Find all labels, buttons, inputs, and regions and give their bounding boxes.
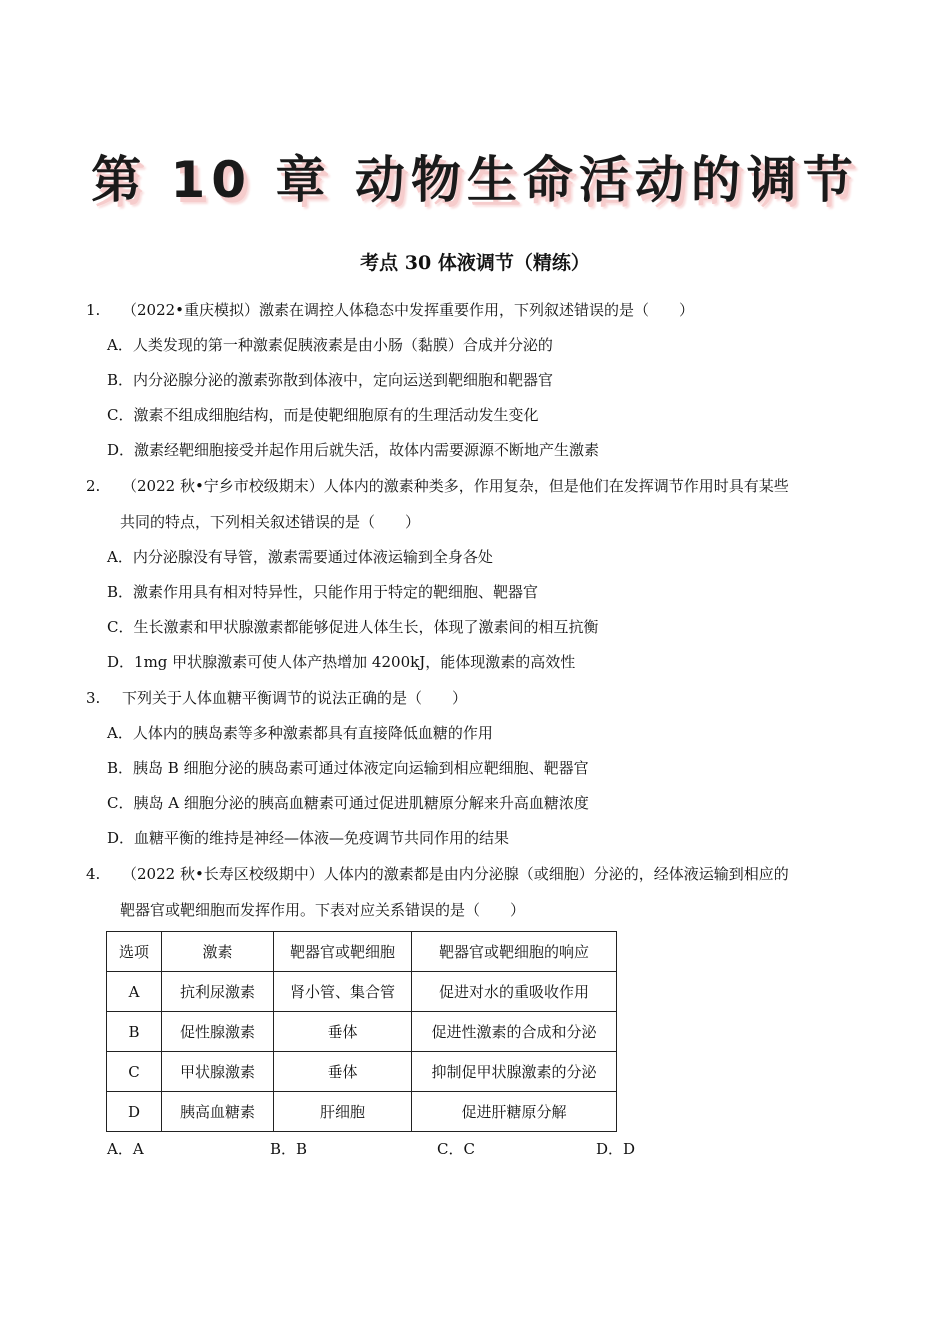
question-3-number: 3. bbox=[86, 689, 101, 707]
question-2-stem-continued: 共同的特点，下列相关叙述错误的是（ ） bbox=[120, 513, 421, 531]
table-cell: 肾小管、集合管 bbox=[274, 972, 412, 1012]
question-2-option-d: D．1mg 甲状腺激素可使人体产热增加 4200kJ，能体现激素的高效性 bbox=[107, 653, 576, 671]
table-cell: 促进对水的重吸收作用 bbox=[412, 972, 617, 1012]
hormone-table bbox=[106, 931, 617, 1132]
table-cell: 促进肝糖原分解 bbox=[412, 1092, 617, 1132]
section-title: 考点 30 体液调节（精练） bbox=[360, 252, 590, 274]
question-4-option-b: B．B bbox=[270, 1140, 308, 1158]
question-3-stem: 下列关于人体血糖平衡调节的说法正确的是（ ） bbox=[122, 689, 468, 707]
table-cell: D bbox=[107, 1092, 162, 1132]
question-1-option-a: A．人类发现的第一种激素促胰液素是由小肠（黏膜）合成并分泌的 bbox=[107, 336, 553, 354]
table-cell: 抑制促甲状腺激素的分泌 bbox=[412, 1052, 617, 1092]
question-4-stem: （2022 秋•长寿区校级期中）人体内的激素都是由内分泌腺（或细胞）分泌的，经体液运输到相应的 bbox=[122, 865, 789, 883]
question-3-option-b: B．胰岛 B 细胞分泌的胰岛素可通过体液定向运输到相应靶细胞、靶器官 bbox=[107, 759, 589, 777]
table-cell: 垂体 bbox=[274, 1012, 412, 1052]
table-cell: 肝细胞 bbox=[274, 1092, 412, 1132]
table-cell: 促进性激素的合成和分泌 bbox=[412, 1012, 617, 1052]
question-4-number: 4. bbox=[86, 865, 101, 883]
chapter-title: 第 10 章 动物生命活动的调节 bbox=[91, 151, 859, 209]
question-1-option-b: B．内分泌腺分泌的激素弥散到体液中，定向运送到靶细胞和靶器官 bbox=[107, 371, 554, 389]
table-row bbox=[107, 1092, 617, 1132]
table-cell: 抗利尿激素 bbox=[162, 972, 274, 1012]
table-header-cell: 选项 bbox=[107, 932, 162, 972]
table-cell: C bbox=[107, 1052, 162, 1092]
question-1-option-c: C．激素不组成细胞结构，而是使靶细胞原有的生理活动发生变化 bbox=[107, 406, 539, 424]
table-row bbox=[107, 972, 617, 1012]
table-header-cell: 靶器官或靶细胞 bbox=[274, 932, 412, 972]
question-2-number: 2. bbox=[86, 477, 101, 495]
table-cell: 垂体 bbox=[274, 1052, 412, 1092]
question-4-option-d: D．D bbox=[596, 1140, 636, 1158]
table-row bbox=[107, 1052, 617, 1092]
table-cell: 胰高血糖素 bbox=[162, 1092, 274, 1132]
table-header-row bbox=[107, 932, 617, 972]
table-cell: A bbox=[107, 972, 162, 1012]
question-1-stem: （2022•重庆模拟）激素在调控人体稳态中发挥重要作用，下列叙述错误的是（ ） bbox=[122, 301, 695, 319]
question-2-option-a: A．内分泌腺没有导管，激素需要通过体液运输到全身各处 bbox=[107, 548, 493, 566]
table-cell: B bbox=[107, 1012, 162, 1052]
table-cell: 甲状腺激素 bbox=[162, 1052, 274, 1092]
question-2-option-b: B．激素作用具有相对特异性，只能作用于特定的靶细胞、靶器官 bbox=[107, 583, 539, 601]
question-4-option-c: C．C bbox=[437, 1140, 475, 1158]
question-4-stem-continued: 靶器官或靶细胞而发挥作用。下表对应关系错误的是（ ） bbox=[120, 901, 526, 919]
question-1-number: 1. bbox=[86, 301, 101, 319]
question-2-option-c: C．生长激素和甲状腺激素都能够促进人体生长，体现了激素间的相互抗衡 bbox=[107, 618, 599, 636]
table-cell: 促性腺激素 bbox=[162, 1012, 274, 1052]
question-1-option-d: D．激素经靶细胞接受并起作用后就失活，故体内需要源源不断地产生激素 bbox=[107, 441, 600, 459]
question-3-option-a: A．人体内的胰岛素等多种激素都具有直接降低血糖的作用 bbox=[107, 724, 493, 742]
table-row bbox=[107, 1012, 617, 1052]
question-3-option-d: D．血糖平衡的维持是神经—体液—免疫调节共同作用的结果 bbox=[107, 829, 510, 847]
question-2-stem: （2022 秋•宁乡市校级期末）人体内的激素种类多，作用复杂，但是他们在发挥调节作用时具有某些 bbox=[122, 477, 789, 495]
question-4-option-a: A．A bbox=[107, 1140, 144, 1158]
table-header-cell: 靶器官或靶细胞的响应 bbox=[412, 932, 617, 972]
table-header-cell: 激素 bbox=[162, 932, 274, 972]
question-3-option-c: C．胰岛 A 细胞分泌的胰高血糖素可通过促进肌糖原分解来升高血糖浓度 bbox=[107, 794, 589, 812]
